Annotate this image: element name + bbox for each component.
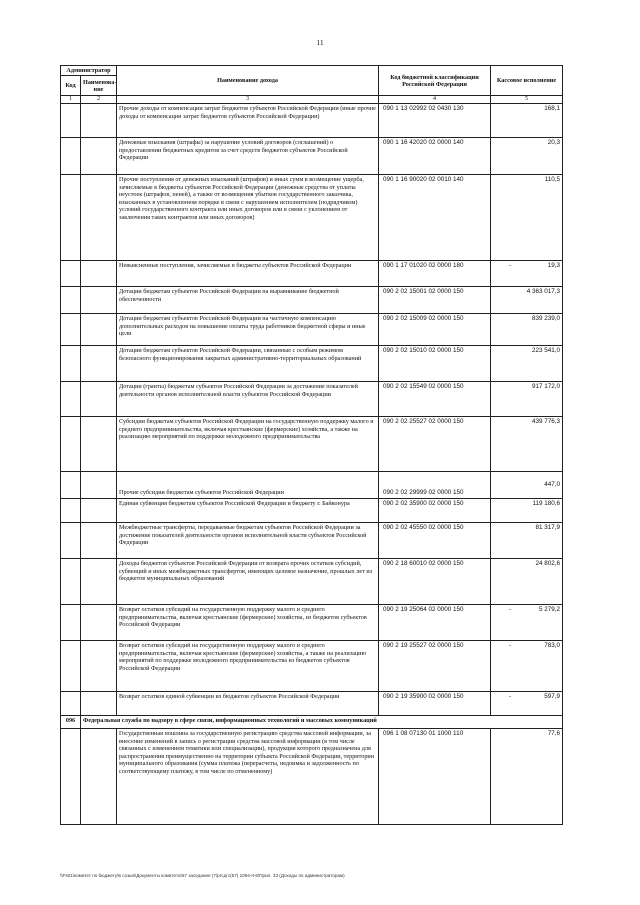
kbk-code: 090 2 02 25527 02 0000 150: [379, 417, 491, 472]
income-name: Возврат остатков единой субвенции из бюджетов субъектов Российской Федерации: [117, 692, 379, 716]
income-name: Прочие поступления от денежных взысканий (штрафов) и иных сумм в возмещение ущерба, зачисляемые в бюджеты субъектов Российской Федерации (денежные средства от уплаты неустоек (штрафов, пеней), а также от возмещения убытков государственного заказчика, взысканных в установленном порядке в связи с нарушением исполнителем (подрядчиком) условий государственного контракта или иных договоров или в связи с уклонением от заключения таких контрактов или иных договоров): [117, 175, 379, 261]
col-num-3: 3: [117, 96, 379, 104]
col-num-2: 2: [81, 96, 117, 104]
income-name: Государственная пошлина за государственную регистрацию средства массовой информации, за внесение изменений в запись о регистрации средства массовой информации (в том числе связанных с изменением тематики или специализации), продукция которого предназначена для распространения преимущественно на территории субъекта Российской Федерации, территории муниципального образования (сумма платежа (перерасчеты, недоимка и задолженность по соответствующему платежу, в том числе по отмененному): [117, 729, 379, 825]
income-name: Дотации бюджетам субъектов Российской Федерации на выравнивание бюджетной обеспеченности: [117, 287, 379, 314]
header-income-name: Наименование дохода: [117, 66, 379, 96]
income-table: [60, 65, 563, 825]
header-admin: Администратор: [61, 66, 117, 76]
kbk-code: 090 2 02 45550 02 0000 150: [379, 523, 491, 559]
income-name: Единая субвенция бюджетам субъектов Российской Федерации и бюджету г. Байконура: [117, 499, 379, 523]
header-kbk: Код бюджетной классификации Российской Федерации: [379, 66, 491, 96]
col-num-4: 4: [379, 96, 491, 104]
amount-value: 77,6: [547, 730, 560, 737]
page-number: 11: [316, 38, 324, 47]
kbk-code: 090 2 02 29999 02 0000 150: [379, 472, 491, 499]
kbk-code: 090 2 19 25064 02 0000 150: [379, 605, 491, 641]
amount-cell: [491, 175, 563, 261]
income-name: Прочие субсидии бюджетам субъектов Российской Федерации: [117, 472, 379, 499]
kbk-code: 090 1 17 01020 02 0000 180: [379, 261, 491, 287]
amount-value: 597,9: [544, 693, 560, 700]
amount-value: 917 172,0: [531, 383, 560, 390]
minus-sign: -: [509, 262, 512, 269]
kbk-code: 090 2 19 25527 02 0000 150: [379, 641, 491, 692]
kbk-code: 090 1 13 02992 02 0430 130: [379, 104, 491, 138]
amount-cell: [491, 729, 563, 825]
amount-cell: [491, 261, 563, 287]
income-name: Дотации бюджетам субъектов Российской Федерации, связанные с особым режимом безопасного функционирования закрытых административно-территориальных образований: [117, 346, 379, 382]
col-num-1: 1: [61, 96, 81, 104]
kbk-code: 090 2 02 35900 02 0000 150: [379, 499, 491, 523]
income-name: Субсидии бюджетам субъектов Российской Федерации на государственную поддержку малого и среднего предпринимательства, включая крестьянские (фермерские) хозяйства, а также на реализацию мероприятий по поддержке молодежного предпринимательства: [117, 417, 379, 472]
file-path-footer: \\Fs01\комитет по бюджету\6 созыв\Документы комитета\57 заседание (7\ргсдгс(57) 1094-II-6\Прил. 33 (Доходы по администраторам): [60, 873, 345, 878]
col-num-5: 5: [491, 96, 563, 104]
amount-cell: [491, 559, 563, 605]
amount-value: 4 363 017,3: [526, 288, 560, 295]
amount-value: 447,0: [544, 481, 560, 489]
income-name: Возврат остатков субсидий на государственную поддержку малого и среднего предпринимательства, включая крестьянские (фермерские) хозяйства, из бюджетов субъектов Российской Федерации: [117, 605, 379, 641]
amount-cell: [491, 314, 563, 346]
rows-090: [61, 104, 563, 716]
amount-cell: [491, 605, 563, 641]
header-adm-name: Наименова-ние: [81, 76, 117, 96]
kbk-code: 090 1 16 90020 02 0010 140: [379, 175, 491, 261]
kbk-code: 090 2 02 15001 02 0000 150: [379, 287, 491, 314]
amount-value: 439 776,3: [531, 418, 560, 425]
amount-value: 168,1: [544, 105, 560, 112]
amount-cell: [491, 287, 563, 314]
amount-cell: [491, 382, 563, 417]
income-name: Межбюджетные трансферты, передаваемые бюджетам субъектов Российской Федерации за достижение показателей деятельности органов исполнительной власти субъектов Российской Федерации: [117, 523, 379, 559]
header-code: Код: [61, 76, 81, 96]
amount-cell: [491, 346, 563, 382]
minus-sign: -: [509, 693, 512, 700]
amount-value: 110,5: [544, 176, 560, 183]
amount-cell: [491, 417, 563, 472]
kbk-code: 090 2 02 15010 02 0000 150: [379, 346, 491, 382]
amount-cell: [491, 104, 563, 138]
income-name: Прочие доходы от компенсации затрат бюджетов субъектов Российской Федерации (иные прочие доходы от компенсации затрат бюджетов субъектов Российской Федерации): [117, 104, 379, 138]
amount-value: 20,3: [547, 139, 560, 146]
amount-cell: [491, 472, 563, 499]
income-name: Доходы бюджетов субъектов Российской Федерации от возврата прочих остатков субсидий, субвенций и иных межбюджетных трансфертов, имеющих целевое назначение, прошлых лет из бюджетов муниципальных образований: [117, 559, 379, 605]
amount-cell: [491, 499, 563, 523]
kbk-code: 090 2 02 15549 02 0000 150: [379, 382, 491, 417]
rows-096: [61, 716, 563, 825]
amount-value: 783,0: [544, 642, 560, 649]
admin-name: Федеральная служба по надзору в сфере связи, информационных технологий и массовых коммуникаций: [81, 716, 563, 729]
kbk-code: 090 1 16 42020 02 0000 140: [379, 138, 491, 175]
kbk-code: 096 1 08 07130 01 1000 110: [379, 729, 491, 825]
amount-value: 81 317,9: [535, 524, 560, 531]
income-name: Возврат остатков субсидий на государственную поддержку малого и среднего предпринимательства, включая крестьянские (фермерские) хозяйства, а также на реализацию мероприятий по поддержке молодежного предпринимательства из бюджетов субъектов Российской Федерации: [117, 641, 379, 692]
amount-value: 19,3: [547, 262, 560, 269]
amount-cell: [491, 641, 563, 692]
income-name: Дотации (гранты) бюджетам субъектов Российской Федерации за достижение показателей деятельности органов исполнительной власти субъектов Российской Федерации: [117, 382, 379, 417]
amount-cell: [491, 138, 563, 175]
income-name: Денежные взыскания (штрафы) за нарушение условий договоров (соглашений) о предоставлении бюджетных кредитов за счет средств бюджетов субъектов Российской Федерации: [117, 138, 379, 175]
amount-value: 24 802,6: [535, 560, 560, 567]
admin-code: 096: [61, 716, 81, 729]
kbk-code: 090 2 02 15009 02 0000 150: [379, 314, 491, 346]
amount-value: 839 239,0: [531, 315, 560, 322]
header-cash: Кассовое исполнение: [491, 66, 563, 96]
amount-value: 5 279,2: [538, 606, 560, 613]
amount-value: 223 541,0: [531, 347, 560, 354]
minus-sign: -: [509, 642, 512, 649]
kbk-code: 090 2 18 60010 02 0000 150: [379, 559, 491, 605]
minus-sign: -: [509, 606, 512, 613]
kbk-code: 090 2 19 35900 02 0000 150: [379, 692, 491, 716]
income-name: Невыясненные поступления, зачисляемые в бюджеты субъектов Российской Федерации: [117, 261, 379, 287]
income-name: Дотации бюджетам субъектов Российской Федерации на частичную компенсацию дополнительных расходов на повышение оплаты труда работников бюджетной сферы и иные цели: [117, 314, 379, 346]
amount-cell: [491, 692, 563, 716]
amount-cell: [491, 523, 563, 559]
amount-value: 119 180,6: [532, 500, 560, 507]
